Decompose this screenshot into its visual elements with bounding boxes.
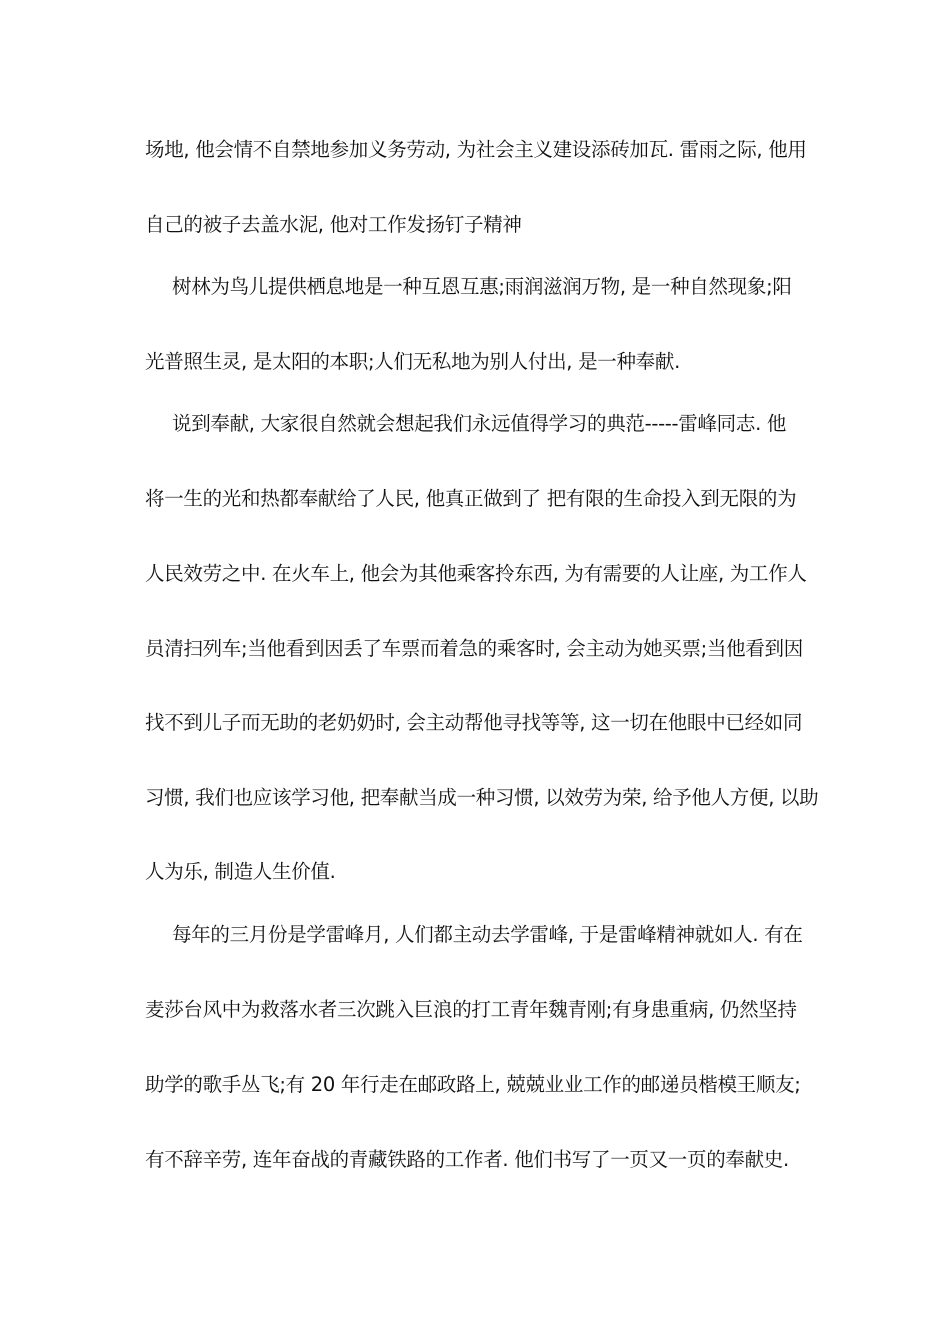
paragraph-start-line: 每年的三月份是学雷峰月, 人们都主动去学雷峰, 于是雷峰精神就如人. 有在 xyxy=(172,923,803,946)
text-line: 习惯, 我们也应该学习他, 把奉献当成一种习惯, 以效劳为荣, 给予他人方便, 以助 xyxy=(145,786,819,809)
text-line: 找不到儿子而无助的老奶奶时, 会主动帮他寻找等等, 这一切在他眼中已经如同 xyxy=(145,711,803,734)
text-line: 员清扫列车;当他看到因丢了车票而着急的乘客时, 会主动为她买票;当他看到因 xyxy=(145,637,803,660)
text-line: 将一生的光和热都奉献给了人民, 他真正做到了 把有限的生命投入到无限的为 xyxy=(145,487,797,510)
text-line: 光普照生灵, 是太阳的本职;人们无私地为别人付出, 是一种奉献. xyxy=(145,350,680,373)
text-line: 助学的歌手丛飞;有 20 年行走在邮政路上, 兢兢业业工作的邮递员楷模王顺友; xyxy=(145,1073,801,1096)
text-line: 人为乐, 制造人生价值. xyxy=(145,860,336,883)
paragraph-start-line: 说到奉献, 大家很自然就会想起我们永远值得学习的典范-----雷峰同志. 他 xyxy=(172,412,787,435)
text-line: 人民效劳之中. 在火车上, 他会为其他乘客拎东西, 为有需要的人让座, 为工作人 xyxy=(145,562,807,585)
paragraph-start-line: 树林为鸟儿提供栖息地是一种互恩互惠;雨润滋润万物, 是一种自然现象;阳 xyxy=(172,275,792,298)
text-line: 有不辞辛劳, 连年奋战的青藏铁路的工作者. 他们书写了一页又一页的奉献史. xyxy=(145,1148,789,1171)
text-line: 自己的被子去盖水泥, 他对工作发扬钉子精神 xyxy=(145,213,522,236)
text-line: 场地, 他会情不自禁地参加义务劳动, 为社会主义建设添砖加瓦. 雷雨之际, 他用 xyxy=(145,138,807,161)
text-line: 麦莎台风中为救落水者三次跳入巨浪的打工青年魏青刚;有身患重病, 仍然坚持 xyxy=(145,998,797,1021)
